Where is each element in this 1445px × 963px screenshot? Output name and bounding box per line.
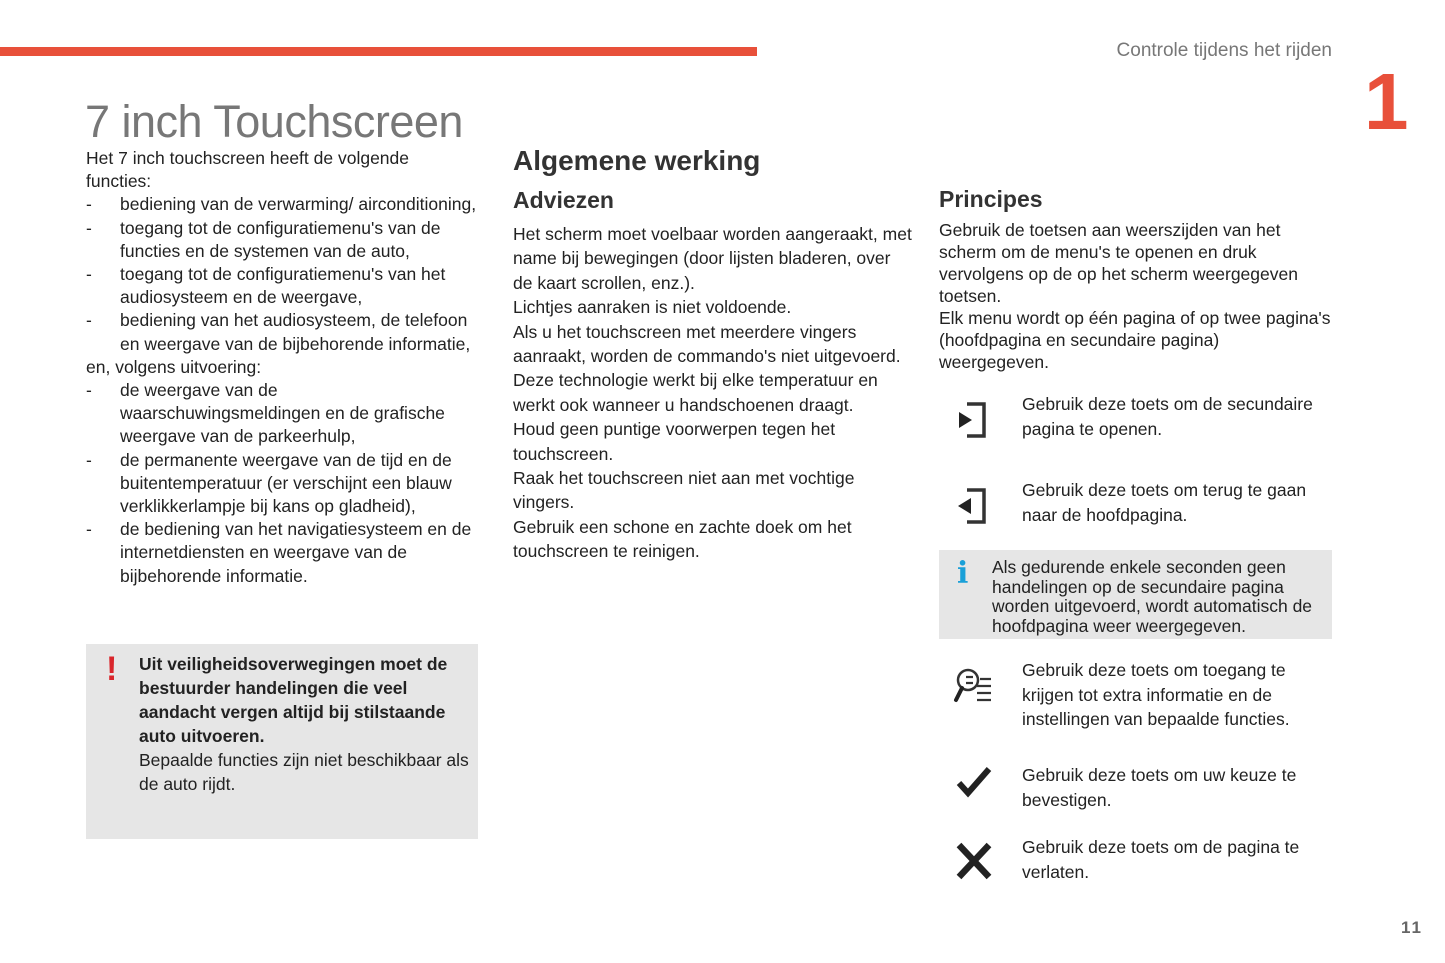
list-item: - bediening van de verwarming/ airconditioning, bbox=[86, 194, 477, 215]
key-description: Gebruik deze toets om toegang te krijgen tot extra informatie en de instellingen van bepaalde functies. bbox=[1022, 660, 1290, 729]
key-description: Gebruik deze toets om uw keuze te bevestigen. bbox=[1022, 765, 1297, 810]
info-settings-icon bbox=[953, 664, 997, 708]
list-item: - toegang tot de configuratiemenu's van het audiosysteem en de weergave, bbox=[86, 264, 446, 308]
paragraph: Gebruik een schone en zachte doek om het touchscreen te reinigen. bbox=[513, 516, 852, 562]
general-operation-column bbox=[513, 145, 913, 564]
principles-column bbox=[939, 186, 1332, 373]
section-title: Controle tijdens het rijden bbox=[1116, 40, 1332, 61]
paragraph: Gebruik de toetsen aan weerszijden van het scherm om de menu's te openen en druk vervolgens op de op het scherm weergegeven toetsen. bbox=[939, 220, 1298, 306]
intro-column bbox=[86, 147, 478, 588]
paragraph: Raak het touchscreen niet aan met vochtige vingers. bbox=[513, 468, 855, 513]
list-item: - de permanente weergave van de tijd en de buitentemperatuur (er verschijnt een blauw verklikkerlampje bij kans op gladheid), bbox=[86, 449, 452, 517]
warning-text: Bepaalde functies zijn niet beschikbaar als de auto rijdt. bbox=[139, 750, 469, 794]
close-icon bbox=[953, 839, 997, 883]
subheading-advice: Adviezen bbox=[513, 187, 614, 213]
secondary-page-icon bbox=[953, 398, 997, 442]
warning-icon: ! bbox=[106, 650, 118, 688]
key-description: Gebruik deze toets om de pagina te verlaten. bbox=[1022, 837, 1300, 882]
optional-label: en, volgens uitvoering: bbox=[86, 356, 262, 377]
list-item: - de bediening van het navigatiesysteem en de internetdiensten en weergave van de bijbehorende informatie. bbox=[86, 519, 472, 586]
paragraph: Elk menu wordt op één pagina of op twee pagina's (hoofdpagina en secundaire pagina) weergegeven. bbox=[939, 308, 1331, 372]
list-item: - bediening van het audiosysteem, de telefoon en weergave van de bijbehorende informatie, bbox=[86, 310, 471, 354]
header-accent-bar bbox=[0, 47, 757, 56]
chapter-number: 1 bbox=[1364, 57, 1409, 146]
list-item: - toegang tot de configuratiemenu's van de functies en de systemen van de auto, bbox=[86, 217, 441, 261]
paragraph: Deze technologie werkt bij elke temperatuur en werkt ook wanneer u handschoenen draagt. bbox=[513, 370, 878, 415]
main-page-icon bbox=[953, 484, 997, 528]
info-box bbox=[939, 550, 1332, 639]
list-item: - de weergave van de waarschuwingsmeldingen en de grafische weergave van de parkeerhulp, bbox=[86, 380, 445, 447]
paragraph: Houd geen puntige voorwerpen tegen het touchscreen. bbox=[513, 419, 836, 464]
subheading-principles: Principes bbox=[939, 186, 1043, 212]
info-icon: i bbox=[957, 556, 969, 591]
info-text: Als gedurende enkele seconden geen handelingen op de secundaire pagina worden uitgevoerd, wordt automatisch de hoofdpagina weer weergegeven. bbox=[992, 557, 1313, 636]
page-number: 11 bbox=[1401, 918, 1423, 937]
page-title: 7 inch Touchscreen bbox=[85, 96, 463, 147]
paragraph: Als u het touchscreen met meerdere vingers aanraakt, worden de commando's niet uitgevoerd. bbox=[513, 321, 901, 367]
key-description: Gebruik deze toets om terug te gaan naar de hoofdpagina. bbox=[1022, 480, 1307, 525]
paragraph: Het scherm moet voelbaar worden aangeraakt, met name bij bewegingen (door lijsten bladeren, over de kaart scrollen, enz.). bbox=[513, 224, 912, 293]
paragraph: Lichtjes aanraken is niet voldoende. bbox=[513, 297, 792, 318]
confirm-icon bbox=[953, 761, 997, 805]
section-heading: Algemene werking bbox=[513, 145, 761, 176]
warning-box bbox=[86, 644, 478, 839]
warning-bold-text: Uit veiligheidsoverwegingen moet de bestuurder handelingen die veel aandacht vergen altijd bij stilstaande auto uitvoeren. bbox=[139, 654, 448, 746]
intro-text: Het 7 inch touchscreen heeft de volgende functies: bbox=[86, 148, 409, 192]
key-description: Gebruik deze toets om de secundaire pagina te openen. bbox=[1022, 394, 1313, 439]
